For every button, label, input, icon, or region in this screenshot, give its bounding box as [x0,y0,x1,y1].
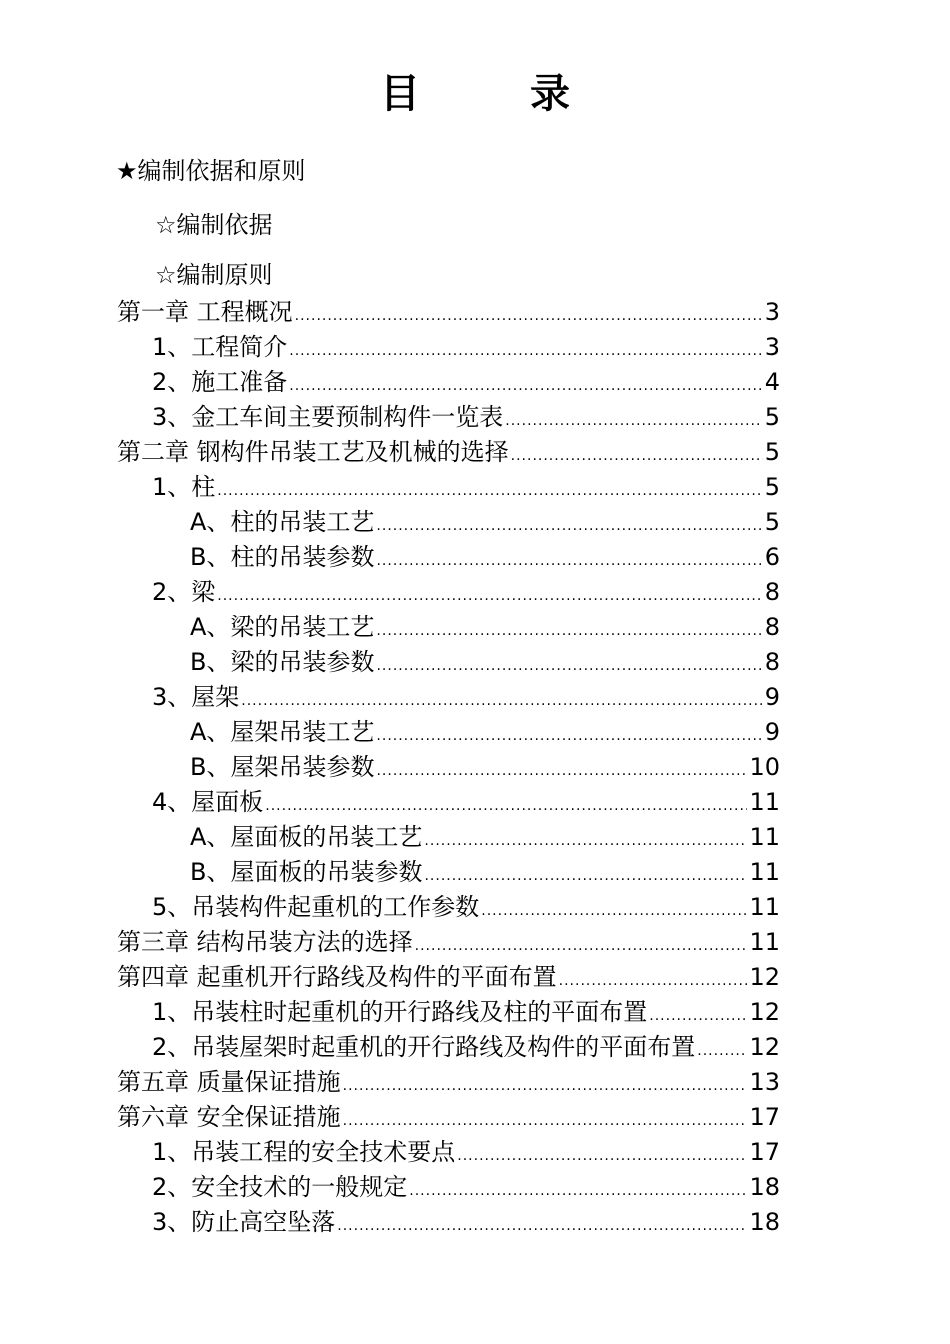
toc-page-number: 11 [749,928,780,956]
toc-entry[interactable] [152,470,780,505]
title-char-1: 目 [380,71,420,117]
toc-page-number: 3 [764,298,780,326]
toc-leader [337,1209,747,1244]
toc-entry-text: 第四章 起重机开行路线及构件的平面布置 [117,963,557,991]
toc-entry[interactable] [152,330,780,365]
toc-leader [376,509,762,544]
toc-leader [697,1034,747,1069]
toc-entry[interactable] [190,645,780,680]
toc-page-number: 6 [764,543,780,571]
toc-leader [376,544,762,579]
toc-page-number: 3 [764,333,780,361]
toc-entry[interactable] [190,505,780,540]
toc-entry-text: 3、金工车间主要预制构件一览表 [152,403,504,431]
toc-entry[interactable] [152,1135,780,1170]
toc-leader [265,789,747,824]
toc-leader [295,299,763,334]
toc-leader [424,859,747,894]
toc-page-number: 12 [749,998,780,1026]
toc-entry-text: B、屋架吊装参数 [190,753,375,781]
toc-entry-text: A、屋面板的吊装工艺 [190,823,423,851]
toc-page-number: 5 [764,403,780,431]
toc-entry-text: 5、吊装构件起重机的工作参数 [152,893,480,921]
toc-entry-text: 1、工程简介 [152,333,288,361]
toc-leader [343,1069,748,1104]
toc-entry-text: 3、防止高空坠落 [152,1208,336,1236]
toc-entry-text: B、梁的吊装参数 [190,648,375,676]
toc-entry-text: 1、吊装柱时起重机的开行路线及柱的平面布置 [152,998,648,1026]
toc-page-number: 11 [749,858,780,886]
toc-entry[interactable] [152,400,780,435]
toc-page-number: 12 [749,963,780,991]
toc-entry[interactable] [117,295,780,330]
toc-leader [376,719,762,754]
toc-entry[interactable] [152,785,780,820]
toc-leader [241,684,762,719]
toc-entry[interactable] [117,1065,780,1100]
toc-page-number: 18 [749,1208,780,1236]
toc-entry[interactable] [152,365,780,400]
preface-main: ★编制依据和原则 [116,157,306,185]
toc-leader [457,1139,747,1174]
toc-leader [424,824,747,859]
toc-entry-text: 1、柱 [152,473,216,501]
toc-page-number: 8 [764,648,780,676]
toc-leader [376,754,747,789]
toc-entry-text: 2、施工准备 [152,368,288,396]
toc-page-number: 17 [749,1138,780,1166]
toc-page-number: 11 [749,893,780,921]
toc-leader [415,929,748,964]
toc-entry[interactable] [152,1205,780,1240]
toc-entry[interactable] [117,1100,780,1135]
toc-page-number: 10 [749,753,780,781]
toc-entry-text: 1、吊装工程的安全技术要点 [152,1138,456,1166]
toc-entry-text: B、屋面板的吊装参数 [190,858,423,886]
toc-entry[interactable] [152,890,780,925]
toc-entry[interactable] [152,575,780,610]
toc-entry[interactable] [190,750,780,785]
toc-entry[interactable] [152,680,780,715]
toc-leader [559,964,748,999]
toc-entry-text: 第六章 安全保证措施 [117,1103,341,1131]
page-title [0,66,950,122]
toc-page-number: 13 [749,1068,780,1096]
toc-entry-text: 4、屋面板 [152,788,264,816]
toc-entry-text: 2、安全技术的一般规定 [152,1173,408,1201]
toc-entry-text: B、柱的吊装参数 [190,543,375,571]
toc-leader [217,579,762,614]
toc-leader [376,614,762,649]
toc-entry[interactable] [190,820,780,855]
toc-page-number: 5 [764,438,780,466]
toc-entry[interactable] [190,855,780,890]
toc-entry[interactable] [152,1170,780,1205]
toc-page-number: 8 [764,578,780,606]
toc-leader [505,404,762,439]
title-char-2: 录 [530,71,570,117]
toc-entry[interactable] [190,610,780,645]
toc-page-number: 4 [764,368,780,396]
toc-leader [376,649,762,684]
toc-leader [481,894,747,929]
toc-page-number: 17 [749,1103,780,1131]
toc-entry-text: 第一章 工程概况 [117,298,293,326]
toc-page-number: 11 [749,788,780,816]
toc-leader [217,474,762,509]
toc-page-number: 11 [749,823,780,851]
toc-leader [649,999,747,1034]
toc-page-number: 8 [764,613,780,641]
toc-entry[interactable] [117,960,780,995]
toc-leader [343,1104,748,1139]
toc-leader [289,369,762,404]
preface-sub-basis: ☆编制依据 [155,211,273,239]
toc-entry-text: A、梁的吊装工艺 [190,613,375,641]
toc-page-number: 9 [764,683,780,711]
toc-entry[interactable] [190,715,780,750]
toc-entry-text: 2、吊装屋架时起重机的开行路线及构件的平面布置 [152,1033,696,1061]
toc-entry-text: 第三章 结构吊装方法的选择 [117,928,413,956]
toc-page-number: 5 [764,508,780,536]
toc-entry-text: A、屋架吊装工艺 [190,718,375,746]
toc-page-number: 5 [764,473,780,501]
toc-entry-text: 2、梁 [152,578,216,606]
toc-entry[interactable] [117,435,780,470]
toc-leader [289,334,762,369]
toc-page-number: 12 [749,1033,780,1061]
toc-entry-text: 第五章 质量保证措施 [117,1068,341,1096]
toc-leader [409,1174,747,1209]
preface-sub-principles: ☆编制原则 [155,261,273,289]
toc-entry-text: 第二章 钢构件吊装工艺及机械的选择 [117,438,509,466]
toc-entry[interactable] [190,540,780,575]
toc-entry[interactable] [117,925,780,960]
toc-entry[interactable] [152,1030,780,1065]
toc-entry-text: 3、屋架 [152,683,240,711]
toc-page-number: 18 [749,1173,780,1201]
toc-entry-text: A、柱的吊装工艺 [190,508,375,536]
toc-entry[interactable] [152,995,780,1030]
toc-page-number: 9 [764,718,780,746]
toc-leader [511,439,763,474]
